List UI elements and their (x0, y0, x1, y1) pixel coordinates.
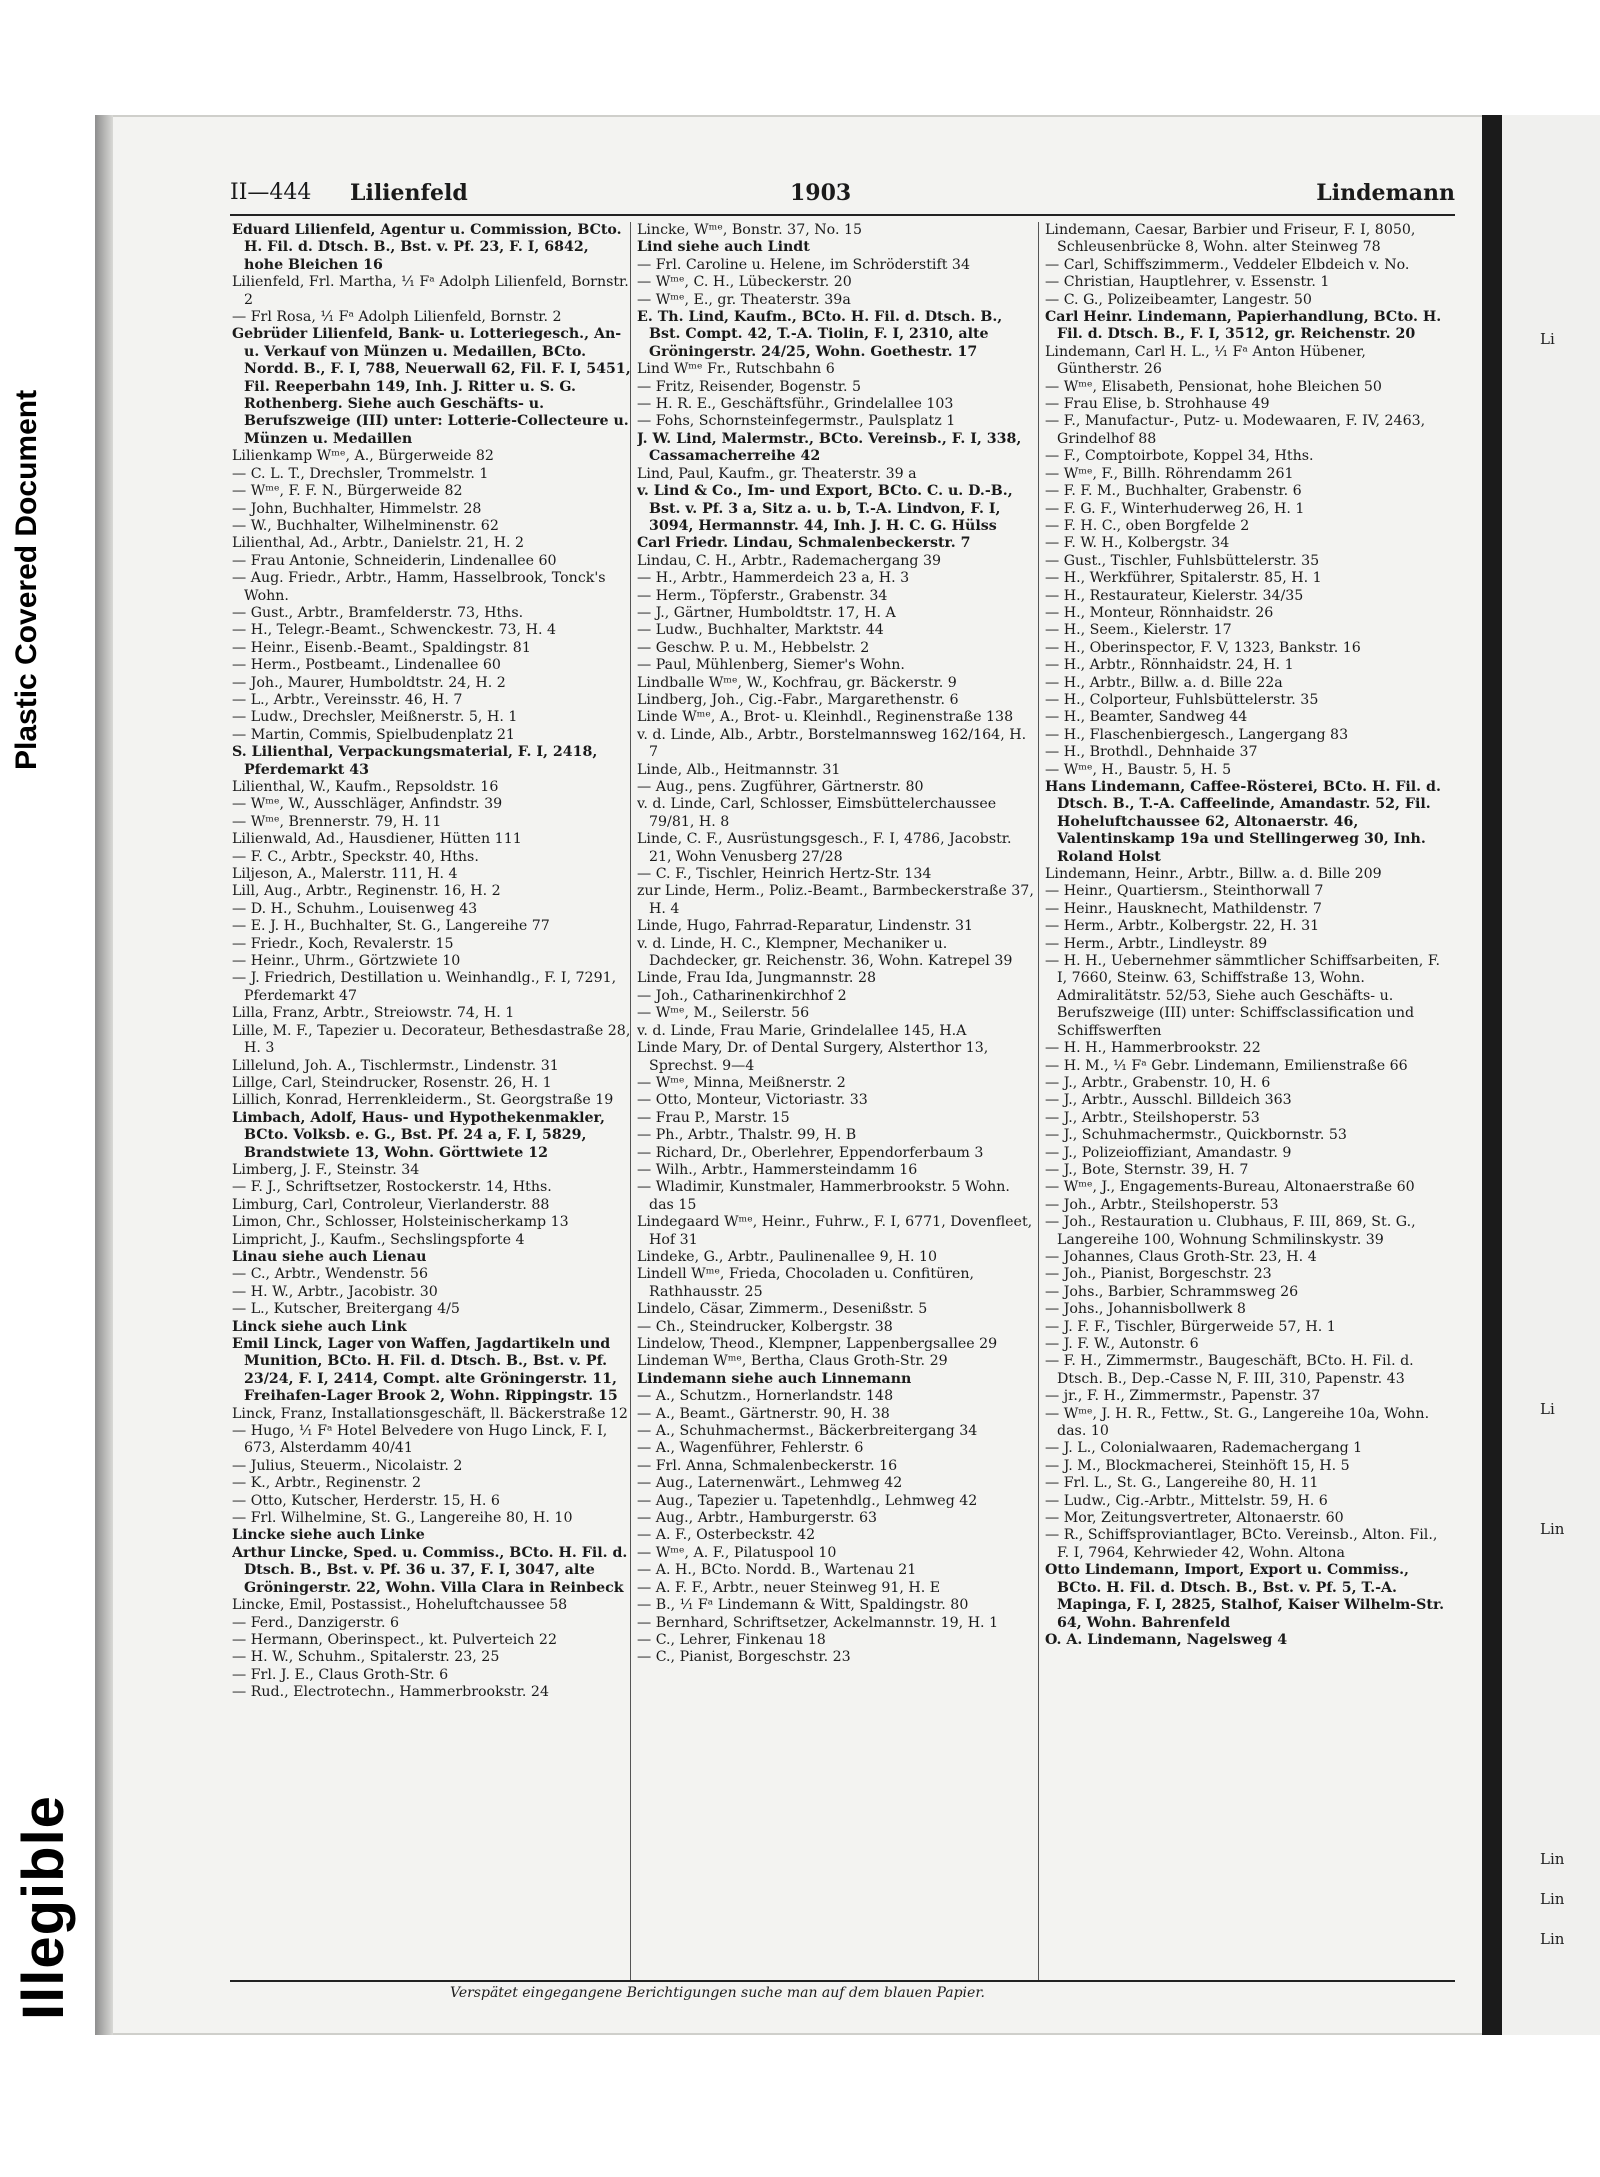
directory-entry: — Wᵐᵉ, H., Baustr. 5, H. 5 (1045, 761, 1232, 778)
directory-entry: O. A. Lindemann, Nagelsweg 4 (1045, 1631, 1288, 1648)
directory-entry: — Joh., Maurer, Humboldtstr. 24, H. 2 (232, 674, 506, 691)
directory-entry: — Wᵐᵉ, M., Seilerstr. 56 (637, 1005, 810, 1022)
directory-entry: — Frau Antonie, Schneiderin, Lindenallee 60 (232, 552, 557, 569)
directory-entry: Lindemann, Caesar, Barbier und Friseur, F. I, 8050, Schleusenbrücke 8, Wohn. alter Steinweg 78 (1045, 222, 1416, 256)
adjacent-page-binding (1482, 115, 1502, 2035)
directory-entry: Limburg, Carl, Controleur, Vierlanderstr. 88 (232, 1196, 550, 1213)
directory-entry: — C., Lehrer, Finkenau 18 (637, 1631, 826, 1648)
directory-entry: Lindau, C. H., Arbtr., Rademachergang 39 (637, 552, 942, 569)
directory-entry: — H., Arbtr., Billw. a. d. Bille 22a (1045, 674, 1283, 691)
directory-entry: — Frau Elise, b. Strohhause 49 (1045, 396, 1270, 413)
directory-entry: — Friedr., Koch, Revalerstr. 15 (232, 935, 454, 952)
directory-entry: — A. F., Osterbeckstr. 42 (637, 1527, 816, 1544)
directory-entry: — J. Friedrich, Destillation u. Weinhandlg., F. I, 7291, Pferdemarkt 47 (232, 970, 617, 1004)
adjacent-page-fragment: Li (1540, 1400, 1555, 1418)
directory-entry: — J. F. F., Tischler, Bürgerweide 57, H. 1 (1045, 1318, 1336, 1335)
directory-entry: — L., Arbtr., Vereinsstr. 46, H. 7 (232, 691, 463, 708)
directory-entry: — A., Schuhmachermst., Bäckerbreitergang 34 (637, 1423, 978, 1440)
directory-entry: Lindell Wᵐᵉ, Frieda, Chocoladen u. Confitüren, Rathhausstr. 25 (637, 1266, 975, 1300)
page-edge (95, 115, 113, 2035)
directory-entry: — Richard, Dr., Oberlehrer, Eppendorferbaum 3 (637, 1144, 984, 1161)
directory-entry: — Heinr., Eisenb.-Beamt., Spaldingstr. 81 (232, 639, 531, 656)
directory-entry: — D. H., Schuhm., Louisenweg 43 (232, 900, 478, 917)
directory-entry: Linde, Frau Ida, Jungmannstr. 28 (637, 970, 876, 987)
directory-entry: — H. W., Arbtr., Jacobistr. 30 (232, 1283, 438, 1300)
directory-entry: — F., Manufactur-, Putz- u. Modewaaren, F. IV, 2463, Grindelhof 88 (1045, 413, 1426, 447)
directory-entry: — Frl. Anna, Schmalenbeckerstr. 16 (637, 1457, 898, 1474)
directory-entry: — H., Beamter, Sandweg 44 (1045, 709, 1248, 726)
adjacent-page-fragment: Lin (1540, 1930, 1565, 1948)
directory-entry: Liljeson, A., Malerstr. 111, H. 4 (232, 866, 458, 883)
directory-entry: — C., Pianist, Borgeschstr. 23 (637, 1649, 851, 1666)
directory-entry: — F. J., Schriftsetzer, Rostockerstr. 14, Hths. (232, 1179, 552, 1196)
directory-entry: — J. M., Blockmacherei, Steinhöft 15, H. 5 (1045, 1457, 1350, 1474)
directory-entry: — Wᵐᵉ, F., Billh. Röhrendamm 261 (1045, 465, 1294, 482)
directory-entry: — Ludw., Drechsler, Meißnerstr. 5, H. 1 (232, 709, 518, 726)
directory-entry: — H. W., Schuhm., Spitalerstr. 23, 25 (232, 1649, 500, 1666)
adjacent-page-fragment: Lin (1540, 1520, 1565, 1538)
directory-entry: — Wᵐᵉ, C. H., Lübeckerstr. 20 (637, 274, 852, 291)
directory-entry: — J. L., Colonialwaaren, Rademachergang 1 (1045, 1440, 1363, 1457)
directory-entry: Lindelo, Cäsar, Zimmerm., Desenißstr. 5 (637, 1301, 928, 1318)
footer-note: Verspätet eingegangene Berichtigungen suche man auf dem blauen Papier. (450, 1985, 985, 2001)
directory-entry: — H., Arbtr., Hammerdeich 23 a, H. 3 (637, 570, 910, 587)
directory-entry: — Wᵐᵉ, A. F., Pilatuspool 10 (637, 1544, 837, 1561)
directory-entry: — Fritz, Reisender, Bogenstr. 5 (637, 378, 862, 395)
directory-entry: v. d. Linde, Alb., Arbtr., Borstelmannsweg 162/164, H. 7 (637, 726, 1027, 761)
directory-entry: — Frau P., Marstr. 15 (637, 1109, 790, 1126)
directory-entry: — H., Werkführer, Spitalerstr. 85, H. 1 (1045, 570, 1322, 587)
directory-entry: Linde, Hugo, Fahrrad-Reparatur, Lindenstr. 31 (637, 918, 974, 935)
directory-entry: — Wᵐᵉ, W., Ausschläger, Anfindstr. 39 (232, 796, 503, 813)
directory-entry: — Geschw. P. u. M., Hebbelstr. 2 (637, 639, 870, 656)
directory-entry: — H., Flaschenbiergesch., Langergang 83 (1045, 726, 1349, 743)
directory-entry: — Herm., Postbeamt., Lindenallee 60 (232, 657, 501, 674)
directory-entry: — Ludw., Cig.-Arbtr., Mittelstr. 59, H. 6 (1045, 1492, 1328, 1509)
directory-entry: Eduard Lilienfeld, Agentur u. Commission, BCto. H. Fil. d. Dtsch. B., Bst. v. Pf. 23, F. I, 6842, hohe Bleichen 16 (232, 222, 622, 273)
directory-entry: Lindberg, Joh., Cig.-Fabr., Margarethenstr. 6 (637, 691, 959, 708)
directory-entry: Lille, M. F., Tapezier u. Decorateur, Bethesdastraße 28, H. 3 (232, 1022, 631, 1057)
directory-entry: — A. H., BCto. Nordd. B., Wartenau 21 (637, 1562, 917, 1579)
directory-entry: — Bernhard, Schriftsetzer, Ackelmannstr. 19, H. 1 (637, 1614, 999, 1631)
directory-entry: Linck, Franz, Installationsgeschäft, ll. Bäckerstraße 12 (232, 1405, 628, 1422)
directory-entry: — J. F. W., Autonstr. 6 (1045, 1336, 1199, 1352)
directory-entry: Lindemann siehe auch Linnemann (637, 1370, 912, 1387)
directory-entry: — Wᵐᵉ, Minna, Meißnerstr. 2 (637, 1074, 846, 1091)
column-divider (1038, 222, 1039, 1982)
directory-entry: — R., Schiffsproviantlager, BCto. Vereinsb., Alton. Fil., F. I, 7964, Kehrwieder 42, Wohn. Altona (1045, 1527, 1438, 1561)
directory-entry: Otto Lindemann, Import, Export u. Commiss., BCto. H. Fil. d. Dtsch. B., Bst. v. Pf. 5, T.-A. Mapinga, F. I, 2825, Stalhof, Kaiser Wilhelm-Str. 64, Wohn. Bahrenfeld (1045, 1562, 1445, 1631)
directory-entry: — Frl. L., St. G., Langereihe 80, H. 11 (1045, 1475, 1319, 1492)
directory-entry: — Johannes, Claus Groth-Str. 23, H. 4 (1045, 1248, 1317, 1265)
directory-entry: Lilienfeld, Frl. Martha, ⅟₁ Fᵃ Adolph Lilienfeld, Bornstr. 2 (232, 274, 629, 308)
directory-entry: Emil Linck, Lager von Waffen, Jagdartikeln und Munition, BCto. H. Fil. d. Dtsch. B., Bst. v. Pf. 23/24, F. I, 2414, Compt. alte Gröningerstr. 11, Freihafen-Lager Brook 2, Wohn. Rippingstr. 15 (232, 1336, 618, 1405)
directory-entry: — J., Arbtr., Steilshoperstr. 53 (1045, 1109, 1260, 1126)
directory-entry: — Otto, Kutscher, Herderstr. 15, H. 6 (232, 1492, 500, 1509)
directory-entry: — J., Arbtr., Ausschl. Billdeich 363 (1045, 1092, 1292, 1109)
directory-entry: v. d. Linde, Carl, Schlosser, Eimsbüttelerchaussee 79/81, H. 8 (637, 796, 997, 830)
directory-entry: J. W. Lind, Malermstr., BCto. Vereinsb., F. I, 338, Cassamacherreihe 42 (637, 430, 1022, 465)
directory-entry: Lindelow, Theod., Klempner, Lappenbergsallee 29 (637, 1336, 998, 1352)
directory-entry: E. Th. Lind, Kaufm., BCto. H. Fil. d. Dtsch. B., Bst. Compt. 42, T.-A. Tiolin, F. I, 2310, alte Gröningerstr. 24/25, Wohn. Goethestr. 17 (637, 309, 1003, 360)
directory-entry: — J., Bote, Sternstr. 39, H. 7 (1045, 1161, 1249, 1178)
directory-entry: S. Lilienthal, Verpackungsmaterial, F. I, 2418, Pferdemarkt 43 (232, 744, 598, 778)
directory-entry: — Joh., Restauration u. Clubhaus, F. III, 869, St. G., Langereihe 100, Wohnung Schmilinskystr. 39 (1045, 1214, 1416, 1248)
directory-entry: Lind siehe auch Lindt (637, 239, 810, 256)
directory-entry: Linde, C. F., Ausrüstungsgesch., F. I, 4786, Jacobstr. 21, Wohn Venusberg 27/28 (637, 831, 1012, 865)
directory-entry: Lill, Aug., Arbtr., Reginenstr. 16, H. 2 (232, 883, 501, 900)
directory-entry: — Hermann, Oberinspect., kt. Pulverteich 22 (232, 1631, 557, 1648)
directory-entry: — H. H., Uebernehmer sämmtlicher Schiffsarbeiten, F. I, 7660, Steinw. 63, Schiffstraße 13, Wohn. Admiralitätstr. 52/53, Siehe auch Geschäfts- u. Berufszweige (III) unter: Schiffsclassification und Schiffswerften (1045, 953, 1440, 1039)
directory-entry: Gebrüder Lilienfeld, Bank- u. Lotteriegesch., An- u. Verkauf von Münzen u. Medaillen, BCto. Nordd. B., F. I, 788, Neuerwall 62, Fil. F. I, 5451, Fil. Reeperbahn 149, Inh. J. Ritter u. S. G. Rothenberg. Siehe auch Geschäfts- u. Berufszweige (III) unter: Lotterie-Collecteure u. Münzen u. Medaillen (232, 326, 631, 447)
directory-entry: — Mor, Zeitungsvertreter, Altonaerstr. 60 (1045, 1510, 1344, 1527)
directory-entry: — C. F., Tischler, Heinrich Hertz-Str. 134 (637, 866, 932, 883)
directory-entry: — H. M., ⅟₁ Fᵃ Gebr. Lindemann, Emilienstraße 66 (1045, 1057, 1408, 1074)
directory-entry: Lillich, Konrad, Herrenkleiderm., St. Georgstraße 19 (232, 1092, 614, 1109)
directory-entry: Limberg, J. F., Steinstr. 34 (232, 1161, 420, 1178)
illegible-label: Illegible (11, 1795, 76, 2020)
directory-entry: Lindballe Wᵐᵉ, W., Kochfrau, gr. Bäckerstr. 9 (637, 674, 957, 691)
plastic-covered-label: Plastic Covered Document (10, 389, 43, 770)
directory-entry: zur Linde, Herm., Poliz.-Beamt., Barmbeckerstraße 37, H. 4 (637, 883, 1034, 917)
directory-entry: — A., Beamt., Gärtnerstr. 90, H. 38 (637, 1405, 890, 1422)
directory-entry: — Julius, Steuerm., Nicolaistr. 2 (232, 1457, 463, 1474)
directory-entry: Lindemann, Heinr., Arbtr., Billw. a. d. Bille 209 (1045, 866, 1382, 883)
directory-entry: Lincke siehe auch Linke (232, 1527, 425, 1544)
directory-entry: — Carl, Schiffszimmerm., Veddeler Elbdeich v. No. (1045, 256, 1410, 273)
directory-entry: Linck siehe auch Link (232, 1318, 407, 1335)
directory-entry: — J., Arbtr., Grabenstr. 10, H. 6 (1045, 1074, 1271, 1091)
directory-entry: v. Lind & Co., Im- und Export, BCto. C. u. D.-B., Bst. v. Pf. 3 a, Sitz a. u. b, T.-A. Lindvon, F. I, 3094, Hermannstr. 44, Inh. J. H. C. G. Hülss (637, 483, 1013, 534)
directory-entry: — F. C., Arbtr., Speckstr. 40, Hths. (232, 848, 479, 865)
column-right (1045, 222, 1445, 1649)
directory-entry: — H., Restaurateur, Kielerstr. 34/35 (1045, 587, 1304, 604)
directory-entry: — jr., F. H., Zimmermstr., Papenstr. 37 (1045, 1388, 1321, 1405)
directory-entry: v. d. Linde, H. C., Klempner, Mechaniker u. Dachdecker, gr. Reichenstr. 36, Wohn. Katrepel 39 (637, 935, 1013, 970)
directory-entry: — F. H. C., oben Borgfelde 2 (1045, 517, 1250, 534)
directory-entry: — Wᵐᵉ, J. H. R., Fettw., St. G., Langereihe 10a, Wohn. das. 10 (1045, 1405, 1430, 1440)
directory-entry: — K., Arbtr., Reginenstr. 2 (232, 1475, 422, 1492)
directory-entry: — Aug., pens. Zugführer, Gärtnerstr. 80 (637, 779, 924, 795)
footer-rule (230, 1980, 1455, 1982)
directory-entry: — Frl. J. E., Claus Groth-Str. 6 (232, 1666, 449, 1683)
directory-entry: — H., Oberinspector, F. V, 1323, Bankstr. 16 (1045, 639, 1361, 656)
directory-entry: — Aug. Friedr., Arbtr., Hamm, Hasselbrook, Tonck's Wohn. (232, 570, 606, 604)
directory-entry: — F. G. F., Winterhuderweg 26, H. 1 (1045, 500, 1305, 517)
directory-entry: Limbach, Adolf, Haus- und Hypothekenmakler, BCto. Volksb. e. G., Bst. Pf. 24 a, F. I, 5829, Brandstwiete 13, Wohn. Görttwiete 12 (232, 1109, 605, 1161)
directory-entry: — Johs., Johannisbollwerk 8 (1045, 1301, 1246, 1318)
directory-entry: — F., Comptoirbote, Koppel 34, Hths. (1045, 448, 1314, 465)
directory-entry: — Joh., Catharinenkirchhof 2 (637, 987, 847, 1004)
directory-entry: — F. H., Zimmermstr., Baugeschäft, BCto. H. Fil. d. Dtsch. B., Dep.-Casse N, F. III, 310, Papenstr. 43 (1045, 1353, 1414, 1387)
directory-entry: — Joh., Pianist, Borgeschstr. 23 (1045, 1266, 1272, 1283)
directory-entry: — Fohs, Schornsteinfegermstr., Paulsplatz 1 (637, 413, 956, 430)
directory-entry: Linde, Alb., Heitmannstr. 31 (637, 761, 841, 778)
directory-entry: Lindeke, G., Arbtr., Paulinenallee 9, H. 10 (637, 1248, 938, 1265)
directory-entry: Lindegaard Wᵐᵉ, Heinr., Fuhrw., F. I, 6771, Dovenfleet, Hof 31 (637, 1214, 1033, 1248)
directory-entry: Linau siehe auch Lienau (232, 1248, 427, 1265)
directory-entry: Lilienthal, W., Kaufm., Repsoldstr. 16 (232, 779, 499, 795)
directory-entry: — L., Kutscher, Breitergang 4/5 (232, 1301, 460, 1318)
directory-entry: — Heinr., Hausknecht, Mathildenstr. 7 (1045, 900, 1322, 917)
directory-entry: — A., Wagenführer, Fehlerstr. 6 (637, 1440, 864, 1457)
directory-entry: Limon, Chr., Schlosser, Holsteinischerkamp 13 (232, 1214, 569, 1231)
directory-entry: — Ch., Steindrucker, Kolbergstr. 38 (637, 1318, 893, 1335)
directory-entry: — H., Monteur, Rönnhaidstr. 26 (1045, 604, 1274, 621)
directory-entry: — Paul, Mühlenberg, Siemer's Wohn. (637, 657, 905, 674)
directory-entry: Carl Friedr. Lindau, Schmalenbeckerstr. 7 (637, 535, 971, 552)
header-right-keyword: Lindemann (1316, 180, 1455, 206)
directory-entry: — Aug., Tapezier u. Tapetenhdlg., Lehmweg 42 (637, 1492, 978, 1509)
directory-entry: — Gust., Arbtr., Bramfelderstr. 73, Hths. (232, 604, 524, 621)
directory-entry: Hans Lindemann, Caffee-Rösterei, BCto. H. Fil. d. Dtsch. B., T.-A. Caffeelinde, Amandastr. 52, Fil. Hoheluftchaussee 62, Altonaerstr. 46, Valentinskamp 19a und Stellingerweg 30, Inh. Roland Holst (1045, 779, 1441, 865)
directory-entry: — Wᵐᵉ, J., Engagements-Bureau, Altonaerstraße 60 (1045, 1179, 1415, 1196)
directory-entry: Lind, Paul, Kaufm., gr. Theaterstr. 39 a (637, 465, 917, 482)
directory-entry: Lilla, Franz, Arbtr., Streiowstr. 74, H. 1 (232, 1005, 515, 1022)
directory-entry: Lind Wᵐᵉ Fr., Rutschbahn 6 (637, 361, 835, 378)
directory-entry: — C., Arbtr., Wendenstr. 56 (232, 1266, 428, 1283)
directory-entry: — B., ⅟₁ Fᵃ Lindemann & Witt, Spaldingstr. 80 (637, 1597, 969, 1614)
directory-entry: — A. F. F., Arbtr., neuer Steinweg 91, H. E (637, 1579, 941, 1596)
directory-entry: Lillge, Carl, Steindrucker, Rosenstr. 26, H. 1 (232, 1074, 552, 1091)
directory-entry: — Martin, Commis, Spielbudenplatz 21 (232, 726, 515, 743)
directory-entry: Lilienwald, Ad., Hausdiener, Hütten 111 (232, 831, 522, 848)
directory-entry: — H., Seem., Kielerstr. 17 (1045, 622, 1232, 639)
directory-entry: — C. L. T., Drechsler, Trommelstr. 1 (232, 465, 489, 482)
page-header (230, 180, 1455, 214)
directory-entry: — H., Brothdl., Dehnhaide 37 (1045, 744, 1258, 761)
directory-entry: — Ph., Arbtr., Thalstr. 99, H. B (637, 1127, 857, 1144)
directory-entry: Lincke, Emil, Postassist., Hoheluftchaussee 58 (232, 1597, 568, 1614)
directory-entry: — John, Buchhalter, Himmelstr. 28 (232, 500, 482, 517)
directory-entry: — Johs., Barbier, Schrammsweg 26 (1045, 1283, 1299, 1300)
directory-entry: Lindemann, Carl H. L., ⅟₁ Fᵃ Anton Hübener, Güntherstr. 26 (1045, 343, 1366, 378)
directory-entry: — J., Gärtner, Humboldtstr. 17, H. A (637, 604, 896, 621)
column-left (232, 222, 632, 1702)
directory-entry: — Herm., Arbtr., Lindleystr. 89 (1045, 935, 1268, 952)
page-number: II—444 (230, 180, 312, 205)
directory-entry: — Ferd., Danzigerstr. 6 (232, 1614, 400, 1631)
directory-entry: Lindeman Wᵐᵉ, Bertha, Claus Groth-Str. 29 (637, 1353, 948, 1370)
directory-entry: — W., Buchhalter, Wilhelminenstr. 62 (232, 517, 499, 534)
directory-entry: — Aug., Laternenwärt., Lehmweg 42 (637, 1475, 903, 1492)
directory-entry: — Frl Rosa, ⅟₁ Fᵃ Adolph Lilienfeld, Bornstr. 2 (232, 309, 562, 326)
directory-entry: Lincke, Wᵐᵉ, Bonstr. 37, No. 15 (637, 222, 863, 238)
directory-entry: — J., Polizeioffiziant, Amandastr. 9 (1045, 1144, 1292, 1161)
directory-entry: — Aug., Arbtr., Hamburgerstr. 63 (637, 1510, 878, 1527)
directory-entry: — H., Colporteur, Fuhlsbüttelerstr. 35 (1045, 691, 1319, 708)
directory-entry: — Hugo, ⅟₁ Fᵃ Hotel Belvedere von Hugo Linck, F. I, 673, Alsterdamm 40/41 (232, 1423, 608, 1457)
directory-entry: Lilienkamp Wᵐᵉ, A., Bürgerweide 82 (232, 448, 494, 465)
header-year: 1903 (790, 180, 852, 206)
directory-entry: v. d. Linde, Frau Marie, Grindelallee 145, H.A (637, 1022, 967, 1039)
directory-entry: — Wilh., Arbtr., Hammersteindamm 16 (637, 1161, 918, 1178)
directory-entry: — C. G., Polizeibeamter, Langestr. 50 (1045, 291, 1312, 308)
directory-entry: Lillelund, Joh. A., Tischlermstr., Lindenstr. 31 (232, 1057, 559, 1074)
adjacent-page-fragment: Li (1540, 330, 1555, 348)
directory-entry: — Gust., Tischler, Fuhlsbüttelerstr. 35 (1045, 552, 1320, 569)
directory-entry: — A., Schutzm., Hornerlandstr. 148 (637, 1388, 894, 1405)
directory-entry: — Wᵐᵉ, F. F. N., Bürgerweide 82 (232, 483, 463, 500)
header-rule (230, 214, 1455, 216)
adjacent-page-fragment: Lin (1540, 1890, 1565, 1908)
directory-entry: — Wᵐᵉ, Elisabeth, Pensionat, hohe Bleichen 50 (1045, 378, 1382, 395)
directory-entry: — Rud., Electrotechn., Hammerbrookstr. 24 (232, 1684, 549, 1701)
directory-entry: — Frl. Wilhelmine, St. G., Langereihe 80, H. 10 (232, 1510, 573, 1527)
directory-entry: — Frl. Caroline u. Helene, im Schröderstift 34 (637, 256, 970, 273)
directory-entry: — E. J. H., Buchhalter, St. G., Langereihe 77 (232, 918, 550, 935)
directory-entry: — H., Arbtr., Rönnhaidstr. 24, H. 1 (1045, 657, 1294, 674)
directory-entry: Arthur Lincke, Sped. u. Commiss., BCto. H. Fil. d. Dtsch. B., Bst. v. Pf. 36 u. 37, F. I, 3047, alte Gröningerstr. 22, Wohn. Villa Clara in Reinbeck (232, 1544, 628, 1596)
column-middle (637, 222, 1037, 1667)
directory-entry: — Herm., Töpferstr., Grabenstr. 34 (637, 587, 888, 604)
directory-entry: — Joh., Arbtr., Steilshoperstr. 53 (1045, 1196, 1279, 1213)
directory-entry: — Otto, Monteur, Victoriastr. 33 (637, 1092, 868, 1109)
directory-entry: — F. F. M., Buchhalter, Grabenstr. 6 (1045, 483, 1302, 500)
directory-entry: — Herm., Arbtr., Kolbergstr. 22, H. 31 (1045, 918, 1320, 935)
directory-entry: — Wᵐᵉ, Brennerstr. 79, H. 11 (232, 813, 442, 830)
directory-entry: — H. H., Hammerbrookstr. 22 (1045, 1040, 1261, 1057)
header-left-keyword: Lilienfeld (350, 180, 468, 206)
directory-entry: — Wladimir, Kunstmaler, Hammerbrookstr. 5 Wohn. das 15 (637, 1179, 1010, 1213)
directory-entry: — H. R. E., Geschäftsführ., Grindelallee 103 (637, 396, 954, 413)
directory-entry: — Heinr., Uhrm., Görtzwiete 10 (232, 953, 461, 970)
directory-entry: — J., Schuhmachermstr., Quickbornstr. 53 (1045, 1127, 1347, 1144)
directory-entry: — Ludw., Buchhalter, Marktstr. 44 (637, 622, 884, 639)
directory-entry: — F. W. H., Kolbergstr. 34 (1045, 535, 1230, 552)
directory-entry: — Christian, Hauptlehrer, v. Essenstr. 1 (1045, 274, 1330, 291)
directory-entry: Carl Heinr. Lindemann, Papierhandlung, BCto. H. Fil. d. Dtsch. B., F. I, 3512, gr. Reichenstr. 20 (1045, 309, 1442, 343)
directory-entry: Limpricht, J., Kaufm., Sechslingspforte 4 (232, 1231, 525, 1248)
directory-entry: Linde Mary, Dr. of Dental Surgery, Alsterthor 13, Sprechst. 9—4 (637, 1040, 989, 1074)
directory-entry: Linde Wᵐᵉ, A., Brot- u. Kleinhdl., Reginenstraße 138 (637, 709, 1014, 726)
directory-entry: Lilienthal, Ad., Arbtr., Danielstr. 21, H. 2 (232, 535, 524, 552)
directory-entry: — Heinr., Quartiersm., Steinthorwall 7 (1045, 883, 1324, 900)
adjacent-page-fragment: Lin (1540, 1850, 1565, 1868)
directory-entry: — H., Telegr.-Beamt., Schwenckestr. 73, H. 4 (232, 622, 556, 639)
directory-entry: — Wᵐᵉ, E., gr. Theaterstr. 39a (637, 291, 851, 308)
